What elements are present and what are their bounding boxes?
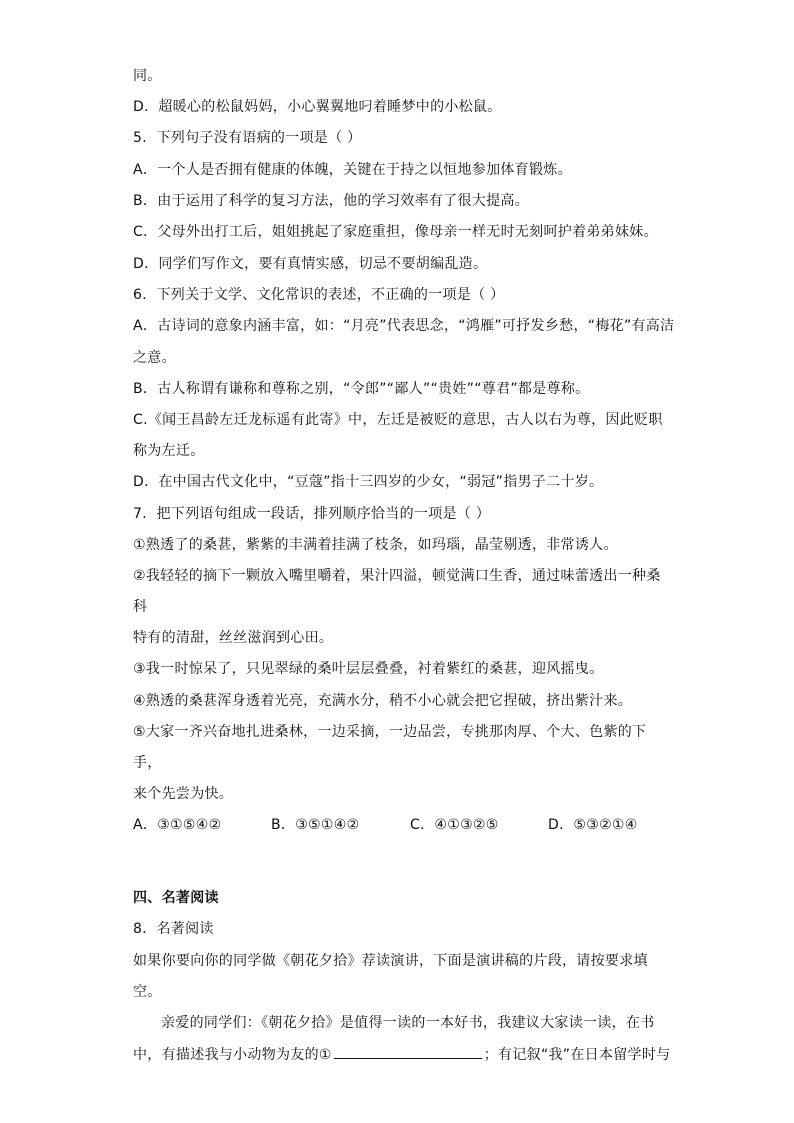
option-b-q7: B．③⑤①④②	[271, 817, 360, 833]
sentence-2-cont: 特有的清甜，丝丝滋润到心田。	[133, 630, 334, 646]
section-title: 四、名著阅读	[133, 890, 219, 906]
option-a-q6: A．古诗词的意象内涵丰富，如：“月亮”代表思念，“鸿雁”可抒发乡愁，“梅花”有高洁	[133, 318, 675, 334]
option-d-q5: D．同学们写作文，要有真情实感，切忌不要胡编乱造。	[133, 256, 488, 272]
sentence-3: ③我一时惊呆了，只见翠绿的桑叶层层叠叠，衬着紫红的桑葚，迎风摇曳。	[133, 661, 604, 677]
question-8-intro: 如果你要向你的同学做《朝花夕拾》荐读演讲，下面是演讲稿的片段，请按要求填	[133, 953, 648, 969]
q7-options	[133, 815, 638, 835]
question-7: 7．把下列语句组成一段话，排列顺序恰当的一项是（ ）	[133, 506, 491, 522]
speech-paragraph-cont	[133, 1044, 670, 1065]
option-c-q6: C.《闻王昌龄左迁龙标遥有此寄》中，左迁是被贬的意思，古人以右为尊，因此贬职	[133, 412, 663, 428]
option-d-q7: D．⑤③②①④	[548, 817, 638, 833]
sentence-5: ⑤大家一齐兴奋地扎进桑林，一边采摘，一边品尝，专挑那肉厚、个大、色紫的下	[133, 724, 647, 740]
option-d-q6: D．在中国古代文化中，“豆蔻”指十三四岁的少女，“弱冠”指男子二十岁。	[133, 474, 604, 490]
option-c-q5: C．父母外出打工后，姐姐挑起了家庭重担，像母亲一样无时无刻呵护着弟弟妹妹。	[133, 224, 658, 240]
option-c-q7: C．④①③②⑤	[410, 817, 499, 833]
sentence-5-wrap: 手，	[133, 755, 162, 771]
sentence-4: ④熟透的桑葚浑身透着光亮，充满水分，稍不小心就会把它捏破，挤出紫汁来。	[133, 693, 633, 709]
speech-paragraph: 亲爱的同学们：《朝花夕拾》是值得一读的一本好书，我建议大家读一读，在书	[161, 1015, 655, 1031]
question-5: 5．下列句子没有语病的一项是（ ）	[133, 130, 362, 146]
question-8-title: 8．名著阅读	[133, 921, 214, 937]
sentence-2-wrap: 科	[133, 599, 148, 615]
question-8-intro-cont: 空。	[133, 984, 162, 1000]
question-6: 6．下列关于文学、文化常识的表述，不正确的一项是（ ）	[133, 287, 505, 303]
option-c-q6-cont: 称为左迁。	[133, 443, 205, 459]
option-d-q4: D．超暖心的松鼠妈妈，小心翼翼地叼着睡梦中的小松鼠。	[133, 99, 502, 115]
option-b-q5: B．由于运用了科学的复习方法，他的学习效率有了很大提高。	[133, 193, 530, 209]
sentence-2: ②我轻轻的摘下一颗放入嘴里嚼着，果汁四溢，顿觉满口生香，通过味蕾透出一种桑	[133, 568, 661, 584]
speech-text-after-blank: ；有记叙“我”在日本留学时与	[483, 1047, 671, 1063]
option-a-q6-cont: 之意。	[133, 350, 176, 366]
speech-text-before-blank: 中，有描述我与小动物为友的①	[133, 1047, 332, 1063]
text-line: 同。	[133, 68, 162, 84]
sentence-5-cont: 来个先尝为快。	[133, 786, 234, 802]
option-a-q5: A．一个人是否拥有健康的体魄，关键在于持之以恒地参加体育锻炼。	[133, 162, 572, 178]
fill-blank-1[interactable]	[334, 1044, 482, 1059]
option-b-q6: B．古人称谓有谦称和尊称之别，“令郎”“鄙人”“贵姓”“尊君”都是尊称。	[133, 381, 590, 397]
sentence-1: ①熟透了的桑葚，紫紫的丰满着挂满了枝条，如玛瑙，晶莹剔透，非常诱人。	[133, 537, 618, 553]
option-a-q7: A．③①⑤④②	[133, 817, 222, 833]
